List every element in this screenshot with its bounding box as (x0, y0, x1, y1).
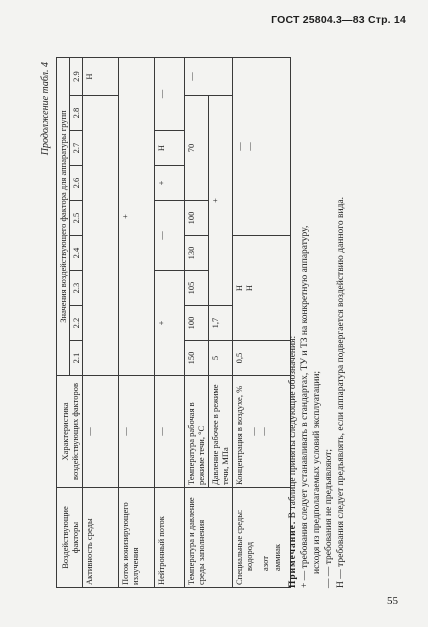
notes-title: Примечание. (288, 520, 298, 588)
value-cell: Н (83, 58, 119, 96)
value-cell: Н Н (233, 236, 291, 341)
char-cell: Концентрация в воздухе, % — — (233, 376, 291, 488)
rotated-page-content (40, 58, 385, 588)
value-cell: 70 (185, 96, 209, 201)
char-cell: — (155, 376, 185, 488)
table-row (185, 58, 209, 588)
value-cell: + (209, 96, 233, 306)
value-cell: + (119, 58, 155, 376)
value-cell: — — (233, 58, 291, 236)
group-header: 2.3 (70, 271, 83, 306)
value-cell: — (155, 201, 185, 271)
char-cell: — (83, 376, 119, 488)
value-cell: 100 (185, 306, 209, 341)
value-cell: — (155, 58, 185, 131)
factor-cell: Температура и давление среды заполнения (185, 488, 233, 588)
char-cell: Давление рабочее в режиме течи, МПа (209, 376, 233, 488)
group-header: 2.8 (70, 96, 83, 131)
table-row (155, 58, 185, 588)
value-cell: 150 (185, 341, 209, 376)
note-line: исходя из предполагаемых условий эксплуатации; (312, 370, 322, 574)
factors-table (56, 57, 291, 588)
group-header: 2.2 (70, 306, 83, 341)
value-cell: 100 (185, 201, 209, 236)
header-characteristic: Характеристика воздействующих факторов (57, 376, 83, 488)
value-cell: 130 (185, 236, 209, 271)
value-cell: 0,5 (233, 341, 291, 376)
value-cell: 1,7 (209, 306, 233, 341)
group-header: 2.9 (70, 58, 83, 96)
table-header-row (57, 58, 70, 588)
table-row (119, 58, 155, 588)
value-cell: 105 (185, 271, 209, 306)
factor-cell: Специальные среды: водород азот аммиак (233, 488, 291, 588)
group-header: 2.1 (70, 341, 83, 376)
value-cell: — (185, 58, 233, 96)
group-header: 2.5 (70, 201, 83, 236)
note-line: — — требования не предъявляют; (324, 448, 334, 588)
group-header: 2.4 (70, 236, 83, 271)
page-number: 55 (387, 595, 398, 607)
notes-block: Примечание. В таблице приняты следующие обозначения: + — требования следует устанавливать в стандартах, ТУ и ТЗ на конкретную аппаратуру, исходя из предполагаемых условий эксплуатации; — — требования не предъявляют; Н — требования следует предъявлять, если аппаратура подвергается воздействию данного вида. (287, 58, 347, 588)
value-cell: Н (155, 131, 185, 166)
char-cell: — (119, 376, 155, 488)
value-cell: + (155, 166, 185, 201)
factor-cell: Активность среды (83, 488, 119, 588)
page-header: ГОСТ 25804.3—83 Стр. 14 (271, 14, 406, 26)
table-row (83, 58, 119, 588)
header-factor: Воздействующие факторы (57, 488, 83, 588)
group-header: 2.7 (70, 131, 83, 166)
continuation-label: Продолжение табл. 4 (40, 62, 51, 156)
table-row (233, 58, 291, 588)
char-cell: Температура рабочая в режиме течи, °С (185, 376, 209, 488)
note-line: Н — требования следует предъявлять, если аппаратура подвергается воздействию данного вида. (336, 197, 346, 588)
value-cell: + (155, 271, 185, 376)
header-values: Значения воздействующего фактора для аппаратуры групп (57, 58, 70, 376)
value-cell: 5 (209, 341, 233, 376)
factor-cell: Поток ионизирующего излучения (119, 488, 155, 588)
group-header: 2.6 (70, 166, 83, 201)
note-line: + — требования следует устанавливать в стандартах, ТУ и ТЗ на конкретную аппаратуру, (300, 225, 310, 588)
factor-cell: Нейтронный поток (155, 488, 185, 588)
